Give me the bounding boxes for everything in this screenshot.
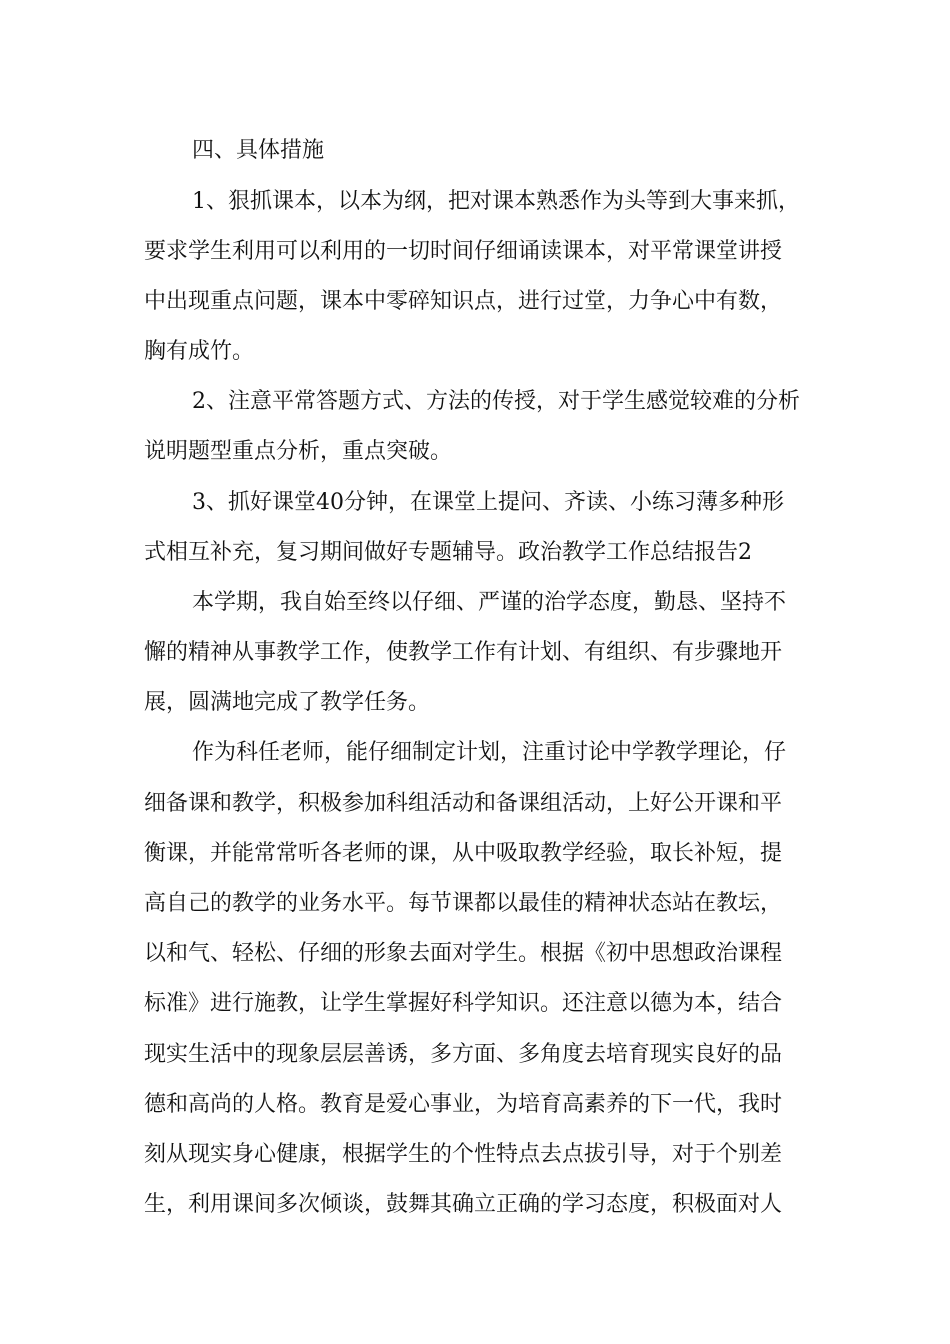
paragraph-line: 作为科任老师，能仔细制定计划，注重讨论中学教学理论，仔 xyxy=(192,740,787,765)
paragraph-line: 衡课，并能常常听各老师的课，从中吸取教学经验，取长补短，提 xyxy=(144,841,783,866)
paragraph-line: 标准》进行施教，让学生掌握好科学知识。还注意以德为本，结合 xyxy=(144,991,783,1016)
paragraph-line: 说明题型重点分析，重点突破。 xyxy=(144,439,453,464)
paragraph-line: 现实生活中的现象层层善诱，多方面、多角度去培育现实良好的品 xyxy=(144,1042,783,1067)
paragraph-line: 展，圆满地完成了教学任务。 xyxy=(144,690,431,715)
paragraph-line: 2、注意平常答题方式、方法的传授，对于学生感觉较难的分析 xyxy=(192,389,800,414)
paragraph-line: 式相互补充，复习期间做好专题辅导。政治教学工作总结报告2 xyxy=(144,540,752,565)
paragraph-line: 以和气、轻松、仔细的形象去面对学生。根据《初中思想政治课程 xyxy=(144,941,783,966)
paragraph-line: 刻从现实身心健康，根据学生的个性特点去点拔引导，对于个别差 xyxy=(144,1142,783,1167)
paragraph-line: 生，利用课间多次倾谈，鼓舞其确立正确的学习态度，积极面对人 xyxy=(144,1192,783,1217)
paragraph-line: 高自己的教学的业务水平。每节课都以最佳的精神状态站在教坛， xyxy=(144,891,783,916)
section-heading: 四、具体措施 xyxy=(192,138,325,163)
paragraph-line: 德和高尚的人格。教育是爱心事业，为培育高素养的下一代，我时 xyxy=(144,1092,783,1117)
paragraph-line: 胸有成竹。 xyxy=(144,339,255,364)
paragraph-line: 1、狠抓课本，以本为纲，把对课本熟悉作为头等到大事来抓， xyxy=(192,189,800,214)
paragraph-line: 要求学生利用可以利用的一切时间仔细诵读课本，对平常课堂讲授 xyxy=(144,239,783,264)
paragraph-line: 懈的精神从事教学工作，使教学工作有计划、有组织、有步骤地开 xyxy=(144,640,783,665)
paragraph-line: 3、抓好课堂40分钟，在课堂上提问、齐读、小练习薄多种形 xyxy=(192,490,784,515)
paragraph-line: 本学期，我自始至终以仔细、严谨的治学态度，勤恳、坚持不 xyxy=(192,590,787,615)
paragraph-line: 细备课和教学，积极参加科组活动和备课组活动，上好公开课和平 xyxy=(144,791,783,816)
paragraph-line: 中出现重点问题，课本中零碎知识点，进行过堂，力争心中有数， xyxy=(144,289,783,314)
